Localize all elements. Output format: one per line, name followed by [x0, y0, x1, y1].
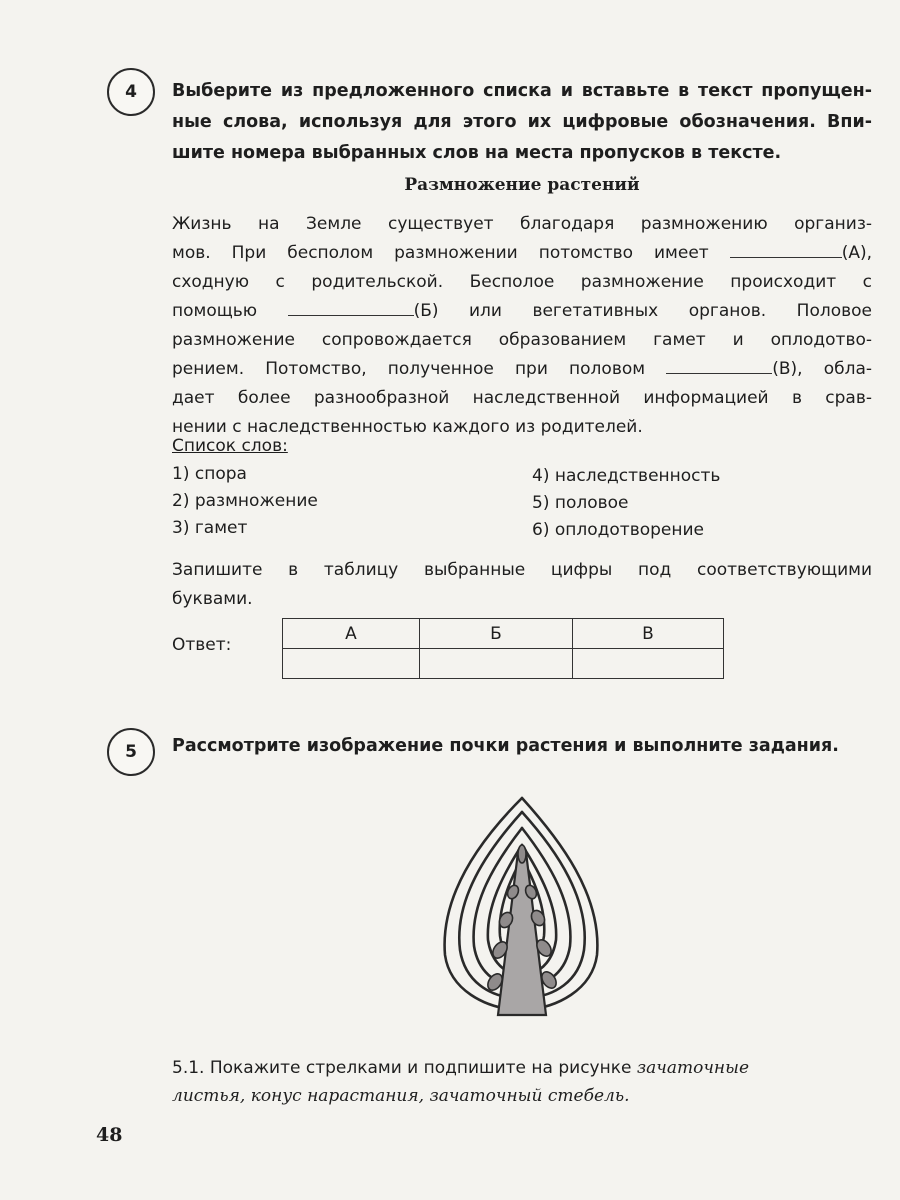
- prompt-line: ные слова, используя для этого их цифровые обозначения. Впи-: [172, 112, 872, 132]
- passage-line: Жизнь на Земле существует благодаря размножению организ-: [172, 214, 872, 234]
- header-b: Б: [420, 619, 573, 649]
- passage-line: [172, 239, 872, 268]
- passage-line: размножение сопровождается образованием гамет и оплодотво-: [172, 330, 872, 350]
- passage-line: нении с наследственностью каждого из родителей.: [172, 417, 643, 437]
- text-title: Размножение растений: [404, 175, 640, 195]
- instruction-line: Запишите в таблицу выбранные цифры под соответствующими: [172, 560, 872, 580]
- word-option: 6) оплодотворение: [532, 520, 704, 540]
- subtask-prefix: 5.1. Покажите стрелками и подпишите на рисунке: [172, 1058, 637, 1078]
- word-option: 3) гамет: [172, 518, 248, 538]
- task-number-circle: [107, 68, 155, 116]
- prompt-line: Выберите из предложенного списка и вставьте в текст пропущен-: [172, 81, 872, 101]
- table-instruction: [172, 556, 872, 614]
- subtask-italic: зачаточные: [636, 1058, 750, 1078]
- word-option: 4) наследственность: [532, 466, 721, 486]
- passage-line: [172, 355, 872, 384]
- passage-line: [172, 297, 872, 326]
- blank-v[interactable]: [666, 357, 772, 374]
- passage-fragment: мов. При бесполом размножении потомство имеет: [172, 243, 730, 263]
- word-option: 5) половое: [532, 493, 629, 513]
- task-number: 4: [125, 82, 137, 102]
- word-option: 1) спора: [172, 464, 247, 484]
- page-number: 48: [96, 1124, 123, 1146]
- task5-prompt: Рассмотрите изображение почки растения и выполните задания.: [172, 736, 839, 756]
- passage-fragment: (А),: [841, 243, 872, 263]
- passage-fragment: (Б) или вегетативных органов. Половое: [413, 301, 872, 321]
- plant-bud-illustration: [410, 790, 640, 1018]
- task-number: 5: [125, 742, 137, 762]
- task-number-circle: [107, 728, 155, 776]
- subtask-line: [172, 1054, 872, 1082]
- answer-label: Ответ:: [172, 635, 232, 655]
- answer-cell-b[interactable]: [420, 649, 573, 679]
- passage-fragment: помощью: [172, 301, 288, 321]
- table-header-row: [283, 619, 724, 649]
- word-option: 2) размножение: [172, 491, 318, 511]
- header-a: А: [283, 619, 420, 649]
- growth-cone: [518, 845, 526, 863]
- passage-line: дает более разнообразной наследственной информацией в срав-: [172, 388, 872, 408]
- answer-table: [282, 618, 724, 679]
- instruction-line: буквами.: [172, 589, 253, 609]
- passage-fragment: рением. Потомство, полученное при половом: [172, 359, 667, 379]
- prompt-line: шите номера выбранных слов на места пропусков в тексте.: [172, 143, 782, 163]
- task4-prompt: [172, 76, 872, 169]
- passage-fragment: (В), обла-: [772, 359, 872, 379]
- answer-cell-v[interactable]: [573, 649, 724, 679]
- table-answer-row: [283, 649, 724, 679]
- answer-cell-a[interactable]: [283, 649, 420, 679]
- header-v: В: [573, 619, 724, 649]
- word-list-heading: Список слов:: [172, 436, 288, 456]
- subtask-5-1: [172, 1054, 872, 1110]
- subtask-italic-line: листья, конус нарастания, зачаточный стебель.: [172, 1086, 630, 1106]
- blank-b[interactable]: [288, 299, 414, 316]
- passage-line: сходную с родительской. Бесполое размножение происходит с: [172, 272, 872, 292]
- blank-a[interactable]: [730, 241, 842, 258]
- passage: [172, 210, 872, 442]
